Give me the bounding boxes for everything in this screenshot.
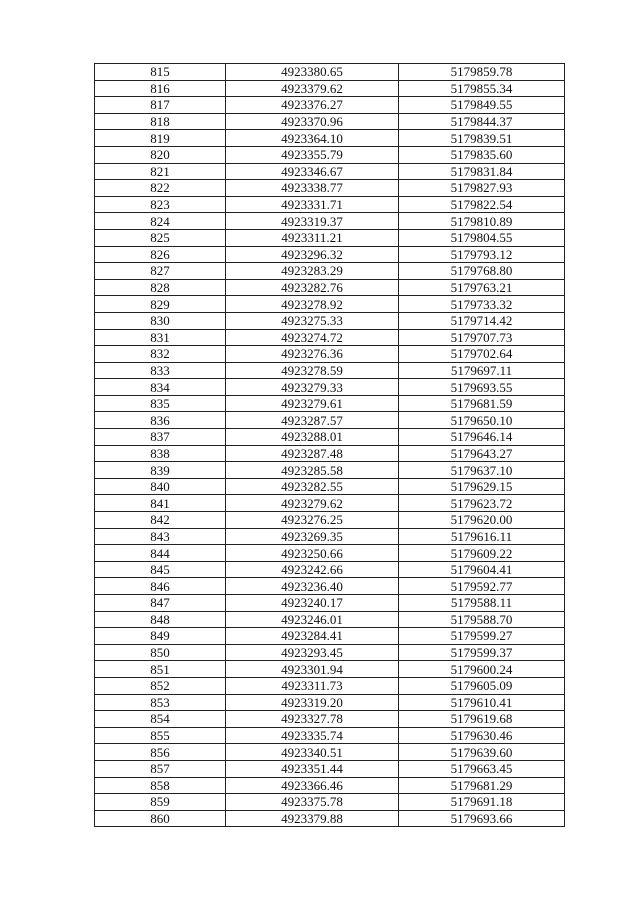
table-row bbox=[95, 329, 565, 346]
x-coordinate-cell: 4923282.76 bbox=[226, 279, 399, 296]
y-coordinate-cell: 5179839.51 bbox=[399, 130, 565, 147]
x-coordinate-cell: 4923335.74 bbox=[226, 727, 399, 744]
y-coordinate-cell: 5179855.34 bbox=[399, 80, 565, 97]
y-coordinate-cell: 5179623.72 bbox=[399, 495, 565, 512]
table-row bbox=[95, 146, 565, 163]
table-row bbox=[95, 561, 565, 578]
y-coordinate-cell: 5179768.80 bbox=[399, 263, 565, 280]
point-number-cell: 842 bbox=[95, 512, 226, 529]
x-coordinate-cell: 4923250.66 bbox=[226, 545, 399, 562]
x-coordinate-cell: 4923283.29 bbox=[226, 263, 399, 280]
point-number-cell: 832 bbox=[95, 346, 226, 363]
point-number-cell: 826 bbox=[95, 246, 226, 263]
y-coordinate-cell: 5179810.89 bbox=[399, 213, 565, 230]
x-coordinate-cell: 4923246.01 bbox=[226, 611, 399, 628]
y-coordinate-cell: 5179827.93 bbox=[399, 180, 565, 197]
table-row bbox=[95, 97, 565, 114]
table-row bbox=[95, 246, 565, 263]
table-row bbox=[95, 362, 565, 379]
x-coordinate-cell: 4923279.33 bbox=[226, 379, 399, 396]
table-row bbox=[95, 512, 565, 529]
table-row bbox=[95, 744, 565, 761]
x-coordinate-cell: 4923276.36 bbox=[226, 346, 399, 363]
table-row bbox=[95, 727, 565, 744]
point-number-cell: 854 bbox=[95, 711, 226, 728]
y-coordinate-cell: 5179763.21 bbox=[399, 279, 565, 296]
point-number-cell: 820 bbox=[95, 146, 226, 163]
x-coordinate-cell: 4923319.20 bbox=[226, 694, 399, 711]
x-coordinate-cell: 4923338.77 bbox=[226, 180, 399, 197]
table-row bbox=[95, 113, 565, 130]
point-number-cell: 823 bbox=[95, 196, 226, 213]
point-number-cell: 859 bbox=[95, 794, 226, 811]
x-coordinate-cell: 4923236.40 bbox=[226, 578, 399, 595]
table-row bbox=[95, 213, 565, 230]
point-number-cell: 849 bbox=[95, 628, 226, 645]
table-row bbox=[95, 545, 565, 562]
point-number-cell: 830 bbox=[95, 312, 226, 329]
y-coordinate-cell: 5179663.45 bbox=[399, 760, 565, 777]
x-coordinate-cell: 4923240.17 bbox=[226, 595, 399, 612]
point-number-cell: 824 bbox=[95, 213, 226, 230]
y-coordinate-cell: 5179681.59 bbox=[399, 395, 565, 412]
point-number-cell: 829 bbox=[95, 296, 226, 313]
point-number-cell: 837 bbox=[95, 429, 226, 446]
point-number-cell: 836 bbox=[95, 412, 226, 429]
x-coordinate-cell: 4923380.65 bbox=[226, 64, 399, 81]
table-row bbox=[95, 777, 565, 794]
y-coordinate-cell: 5179637.10 bbox=[399, 462, 565, 479]
table-row bbox=[95, 478, 565, 495]
y-coordinate-cell: 5179681.29 bbox=[399, 777, 565, 794]
y-coordinate-cell: 5179702.64 bbox=[399, 346, 565, 363]
table-row bbox=[95, 412, 565, 429]
table-row bbox=[95, 661, 565, 678]
point-number-cell: 819 bbox=[95, 130, 226, 147]
point-number-cell: 848 bbox=[95, 611, 226, 628]
point-number-cell: 821 bbox=[95, 163, 226, 180]
y-coordinate-cell: 5179639.60 bbox=[399, 744, 565, 761]
table-row bbox=[95, 429, 565, 446]
x-coordinate-cell: 4923311.73 bbox=[226, 677, 399, 694]
y-coordinate-cell: 5179835.60 bbox=[399, 146, 565, 163]
y-coordinate-cell: 5179588.11 bbox=[399, 595, 565, 612]
y-coordinate-cell: 5179609.22 bbox=[399, 545, 565, 562]
point-number-cell: 818 bbox=[95, 113, 226, 130]
y-coordinate-cell: 5179804.55 bbox=[399, 229, 565, 246]
table-row bbox=[95, 528, 565, 545]
point-number-cell: 825 bbox=[95, 229, 226, 246]
x-coordinate-cell: 4923285.58 bbox=[226, 462, 399, 479]
x-coordinate-cell: 4923301.94 bbox=[226, 661, 399, 678]
coordinates-table-body bbox=[95, 64, 565, 827]
x-coordinate-cell: 4923340.51 bbox=[226, 744, 399, 761]
point-number-cell: 856 bbox=[95, 744, 226, 761]
x-coordinate-cell: 4923379.88 bbox=[226, 810, 399, 827]
x-coordinate-cell: 4923311.21 bbox=[226, 229, 399, 246]
point-number-cell: 847 bbox=[95, 595, 226, 612]
y-coordinate-cell: 5179616.11 bbox=[399, 528, 565, 545]
x-coordinate-cell: 4923269.35 bbox=[226, 528, 399, 545]
x-coordinate-cell: 4923279.62 bbox=[226, 495, 399, 512]
point-number-cell: 817 bbox=[95, 97, 226, 114]
y-coordinate-cell: 5179605.09 bbox=[399, 677, 565, 694]
table-row bbox=[95, 263, 565, 280]
table-row bbox=[95, 628, 565, 645]
point-number-cell: 827 bbox=[95, 263, 226, 280]
table-row bbox=[95, 760, 565, 777]
y-coordinate-cell: 5179629.15 bbox=[399, 478, 565, 495]
table-row bbox=[95, 694, 565, 711]
x-coordinate-cell: 4923355.79 bbox=[226, 146, 399, 163]
coordinates-table bbox=[94, 63, 565, 827]
table-row bbox=[95, 495, 565, 512]
table-row bbox=[95, 462, 565, 479]
point-number-cell: 843 bbox=[95, 528, 226, 545]
y-coordinate-cell: 5179707.73 bbox=[399, 329, 565, 346]
x-coordinate-cell: 4923284.41 bbox=[226, 628, 399, 645]
y-coordinate-cell: 5179599.37 bbox=[399, 644, 565, 661]
table-row bbox=[95, 395, 565, 412]
y-coordinate-cell: 5179650.10 bbox=[399, 412, 565, 429]
table-row bbox=[95, 229, 565, 246]
point-number-cell: 828 bbox=[95, 279, 226, 296]
point-number-cell: 850 bbox=[95, 644, 226, 661]
point-number-cell: 852 bbox=[95, 677, 226, 694]
y-coordinate-cell: 5179610.41 bbox=[399, 694, 565, 711]
point-number-cell: 845 bbox=[95, 561, 226, 578]
x-coordinate-cell: 4923379.62 bbox=[226, 80, 399, 97]
x-coordinate-cell: 4923282.55 bbox=[226, 478, 399, 495]
point-number-cell: 839 bbox=[95, 462, 226, 479]
point-number-cell: 840 bbox=[95, 478, 226, 495]
point-number-cell: 816 bbox=[95, 80, 226, 97]
x-coordinate-cell: 4923319.37 bbox=[226, 213, 399, 230]
x-coordinate-cell: 4923327.78 bbox=[226, 711, 399, 728]
y-coordinate-cell: 5179822.54 bbox=[399, 196, 565, 213]
x-coordinate-cell: 4923375.78 bbox=[226, 794, 399, 811]
y-coordinate-cell: 5179733.32 bbox=[399, 296, 565, 313]
x-coordinate-cell: 4923346.67 bbox=[226, 163, 399, 180]
table-row bbox=[95, 130, 565, 147]
point-number-cell: 844 bbox=[95, 545, 226, 562]
y-coordinate-cell: 5179793.12 bbox=[399, 246, 565, 263]
y-coordinate-cell: 5179859.78 bbox=[399, 64, 565, 81]
table-row bbox=[95, 64, 565, 81]
y-coordinate-cell: 5179604.41 bbox=[399, 561, 565, 578]
table-row bbox=[95, 611, 565, 628]
x-coordinate-cell: 4923275.33 bbox=[226, 312, 399, 329]
table-row bbox=[95, 196, 565, 213]
y-coordinate-cell: 5179844.37 bbox=[399, 113, 565, 130]
x-coordinate-cell: 4923293.45 bbox=[226, 644, 399, 661]
table-row bbox=[95, 346, 565, 363]
x-coordinate-cell: 4923351.44 bbox=[226, 760, 399, 777]
y-coordinate-cell: 5179619.68 bbox=[399, 711, 565, 728]
table-row bbox=[95, 578, 565, 595]
point-number-cell: 841 bbox=[95, 495, 226, 512]
y-coordinate-cell: 5179600.24 bbox=[399, 661, 565, 678]
table-row bbox=[95, 711, 565, 728]
point-number-cell: 851 bbox=[95, 661, 226, 678]
y-coordinate-cell: 5179691.18 bbox=[399, 794, 565, 811]
x-coordinate-cell: 4923331.71 bbox=[226, 196, 399, 213]
x-coordinate-cell: 4923276.25 bbox=[226, 512, 399, 529]
x-coordinate-cell: 4923279.61 bbox=[226, 395, 399, 412]
point-number-cell: 860 bbox=[95, 810, 226, 827]
table-row bbox=[95, 445, 565, 462]
y-coordinate-cell: 5179714.42 bbox=[399, 312, 565, 329]
y-coordinate-cell: 5179620.00 bbox=[399, 512, 565, 529]
point-number-cell: 857 bbox=[95, 760, 226, 777]
x-coordinate-cell: 4923287.48 bbox=[226, 445, 399, 462]
table-row bbox=[95, 312, 565, 329]
table-row bbox=[95, 644, 565, 661]
x-coordinate-cell: 4923296.32 bbox=[226, 246, 399, 263]
x-coordinate-cell: 4923242.66 bbox=[226, 561, 399, 578]
point-number-cell: 815 bbox=[95, 64, 226, 81]
point-number-cell: 846 bbox=[95, 578, 226, 595]
table-row bbox=[95, 80, 565, 97]
table-row bbox=[95, 810, 565, 827]
table-row bbox=[95, 180, 565, 197]
table-row bbox=[95, 677, 565, 694]
x-coordinate-cell: 4923376.27 bbox=[226, 97, 399, 114]
x-coordinate-cell: 4923370.96 bbox=[226, 113, 399, 130]
y-coordinate-cell: 5179693.66 bbox=[399, 810, 565, 827]
y-coordinate-cell: 5179630.46 bbox=[399, 727, 565, 744]
y-coordinate-cell: 5179588.70 bbox=[399, 611, 565, 628]
x-coordinate-cell: 4923278.59 bbox=[226, 362, 399, 379]
point-number-cell: 835 bbox=[95, 395, 226, 412]
table-row bbox=[95, 379, 565, 396]
y-coordinate-cell: 5179643.27 bbox=[399, 445, 565, 462]
point-number-cell: 855 bbox=[95, 727, 226, 744]
table-row bbox=[95, 279, 565, 296]
point-number-cell: 858 bbox=[95, 777, 226, 794]
point-number-cell: 822 bbox=[95, 180, 226, 197]
point-number-cell: 838 bbox=[95, 445, 226, 462]
point-number-cell: 831 bbox=[95, 329, 226, 346]
y-coordinate-cell: 5179599.27 bbox=[399, 628, 565, 645]
y-coordinate-cell: 5179646.14 bbox=[399, 429, 565, 446]
x-coordinate-cell: 4923287.57 bbox=[226, 412, 399, 429]
table-row bbox=[95, 296, 565, 313]
point-number-cell: 833 bbox=[95, 362, 226, 379]
y-coordinate-cell: 5179592.77 bbox=[399, 578, 565, 595]
table-row bbox=[95, 163, 565, 180]
y-coordinate-cell: 5179831.84 bbox=[399, 163, 565, 180]
point-number-cell: 853 bbox=[95, 694, 226, 711]
point-number-cell: 834 bbox=[95, 379, 226, 396]
y-coordinate-cell: 5179697.11 bbox=[399, 362, 565, 379]
x-coordinate-cell: 4923278.92 bbox=[226, 296, 399, 313]
x-coordinate-cell: 4923288.01 bbox=[226, 429, 399, 446]
x-coordinate-cell: 4923274.72 bbox=[226, 329, 399, 346]
x-coordinate-cell: 4923364.10 bbox=[226, 130, 399, 147]
y-coordinate-cell: 5179693.55 bbox=[399, 379, 565, 396]
table-row bbox=[95, 595, 565, 612]
table-row bbox=[95, 794, 565, 811]
x-coordinate-cell: 4923366.46 bbox=[226, 777, 399, 794]
y-coordinate-cell: 5179849.55 bbox=[399, 97, 565, 114]
